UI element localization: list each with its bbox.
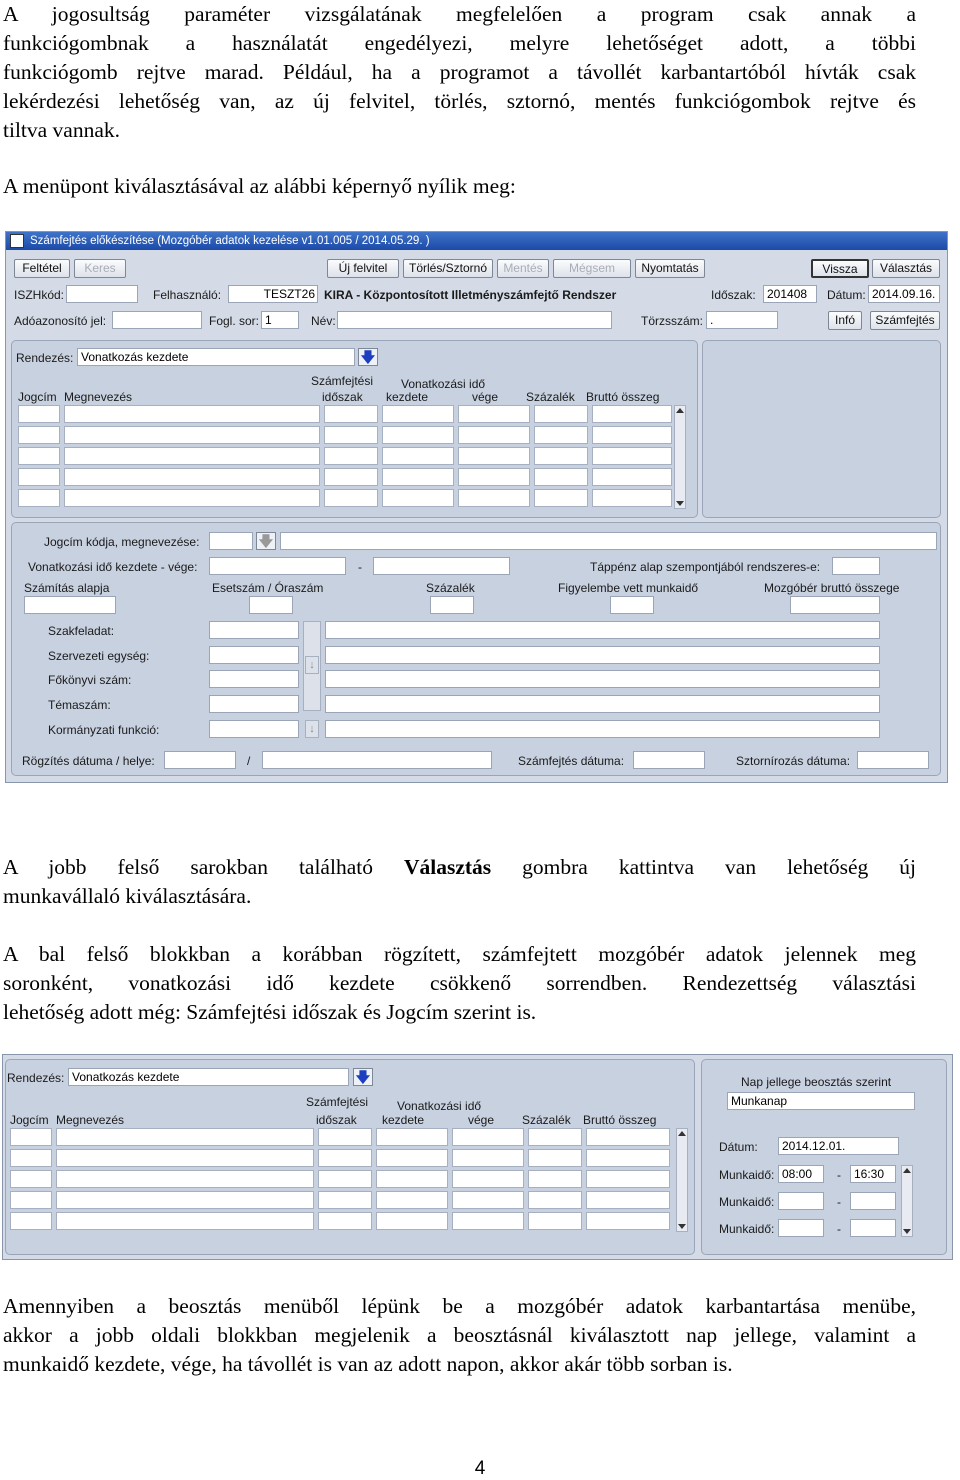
table-cell[interactable] [56, 1149, 314, 1167]
text-line: A menüpont kiválasztásával az alábbi képernyő nyílik meg: [3, 174, 516, 198]
table-cell[interactable] [10, 1212, 52, 1230]
munkaido-label: Figyelembe vett munkaidő [558, 581, 699, 595]
fokonyvi-desc-field[interactable] [325, 670, 880, 688]
table-cell[interactable] [382, 426, 454, 444]
rogzites-label: Rögzítés dátuma / helye: [22, 754, 155, 768]
vissza-button[interactable]: Vissza [811, 259, 869, 278]
dash-text: - [837, 1168, 841, 1182]
text-line: A bal felső blokkban a korábban rögzített, számfejtett mozgóbér adatok jelennek meg [3, 942, 916, 966]
szazalek-field[interactable] [430, 596, 474, 614]
table-cell[interactable] [592, 426, 672, 444]
esetszam-field[interactable] [249, 596, 293, 614]
szakfeladat-label: Szakfeladat: [48, 624, 115, 638]
szamfejtes-datum-field[interactable] [633, 751, 705, 769]
fokonyvi-szam-label: Főkönyvi szám: [48, 673, 132, 687]
kormanyzati-funkcio-field[interactable] [209, 720, 299, 738]
table-cell[interactable] [534, 447, 588, 465]
table-cell[interactable] [452, 1128, 524, 1146]
munkaido-start-field[interactable] [778, 1219, 824, 1237]
table-cell[interactable] [592, 468, 672, 486]
table-cell[interactable] [324, 426, 378, 444]
szazalek-label: Százalék [426, 581, 475, 595]
table-cell[interactable] [64, 489, 320, 507]
dash-text: - [837, 1222, 841, 1236]
app-window-screenshot [5, 231, 948, 783]
table-cell[interactable] [56, 1170, 314, 1188]
jogcim-kod-field[interactable] [209, 532, 253, 550]
dash-text: - [358, 560, 362, 574]
rendezes-dropdown-icon[interactable]: 🡇 [358, 348, 378, 366]
vonatkozasi-vege-field[interactable] [373, 557, 510, 575]
vonatkozasi-kezdete-field[interactable] [209, 557, 346, 575]
list-scrollbar[interactable] [676, 1128, 688, 1232]
paragraph-beosztas [3, 1292, 916, 1379]
table-cell[interactable] [64, 405, 320, 423]
scroll-down-icon[interactable] [678, 1224, 686, 1229]
table-cell[interactable] [64, 426, 320, 444]
szamfejtes-datum-label: Számfejtés dátuma: [518, 754, 625, 768]
rogzites-datum-field[interactable] [164, 751, 236, 769]
text-line: A jogosultság paraméter vizsgálatának megfelelően a program csak annak a [3, 2, 916, 26]
table-cell[interactable] [56, 1191, 314, 1209]
table-cell[interactable] [318, 1149, 372, 1167]
table-cell[interactable] [586, 1128, 670, 1146]
system-name: KIRA - Központosított Illetményszámfejtő Rendszer [324, 288, 617, 302]
col-idoszak: időszak [322, 390, 363, 404]
table-cell[interactable] [586, 1170, 670, 1188]
text-line: akkor a jobb oldali blokkban megjelenik a beosztásnál kiválasztott nap jellege, valamint a [3, 1323, 916, 1347]
table-cell[interactable] [528, 1128, 582, 1146]
text-line: Amennyiben a beosztás menüből lépünk be a mozgóbér adatok karbantartása menübe, [3, 1294, 916, 1318]
esetszam-label: Esetszám / Óraszám [212, 581, 324, 595]
table-cell[interactable] [458, 489, 530, 507]
text-run: A jobb felső sarokban található [3, 855, 404, 879]
rendezes-select[interactable]: Vonatkozás kezdete [77, 348, 355, 366]
table-cell[interactable] [452, 1212, 524, 1230]
dash-text: - [837, 1195, 841, 1209]
szervezeti-egyseg-field[interactable] [209, 646, 299, 664]
fogl-sor-field[interactable]: 1 [261, 311, 299, 329]
munkaido-end-field[interactable] [850, 1219, 896, 1237]
table-cell[interactable] [64, 447, 320, 465]
table-cell[interactable] [18, 447, 60, 465]
kormanyzati-desc-field[interactable] [325, 720, 880, 738]
table-cell[interactable] [324, 468, 378, 486]
table-cell[interactable] [382, 447, 454, 465]
szakfeladat-field[interactable] [209, 621, 299, 639]
col-vege: vége [468, 1113, 495, 1127]
table-cell[interactable] [382, 468, 454, 486]
window-title-bar [6, 232, 947, 250]
rendezes-select[interactable]: Vonatkozás kezdete [68, 1068, 349, 1086]
table-cell[interactable] [592, 405, 672, 423]
datum-label: Dátum: [719, 1140, 758, 1154]
text-line: funkciógomb rejtve marad. Például, ha a programot a távollét karbantartóból hívták csak [3, 60, 916, 84]
temaszam-desc-field[interactable] [325, 695, 880, 713]
col-szazalek: Százalék [522, 1113, 571, 1127]
table-cell[interactable] [18, 426, 60, 444]
text-line: tiltva vannak. [3, 118, 121, 142]
table-cell[interactable] [56, 1128, 314, 1146]
jogcim-kod-label: Jogcím kódja, megnevezése: [44, 535, 200, 549]
szervezeti-egyseg-label: Szervezeti egység: [48, 649, 150, 663]
torzsszam-label: Törzsszám: [641, 314, 704, 328]
table-cell[interactable] [64, 468, 320, 486]
text-line: funkciógombnak a használatát engedélyezi, melyre lehetőséget adott, a többi [3, 31, 916, 55]
valasztas-bold-text: Választás [403, 855, 492, 879]
col-megnevezes: Megnevezés [56, 1113, 125, 1127]
paragraph-permissions [3, 0, 916, 145]
table-cell[interactable] [528, 1149, 582, 1167]
paragraph-list-block [3, 940, 916, 1027]
nev-field[interactable] [337, 311, 612, 329]
iszh-label: ISZHkód: [14, 288, 65, 302]
table-cell[interactable] [452, 1170, 524, 1188]
info-button[interactable]: Infó [828, 311, 862, 330]
tappenz-select[interactable] [832, 557, 880, 575]
jogcim-dropdown-icon[interactable]: 🡇 [256, 532, 276, 550]
col-szazalek: Százalék [526, 390, 575, 404]
table-cell[interactable] [592, 489, 672, 507]
jogcim-megnevezes-field[interactable] [280, 532, 937, 550]
table-cell[interactable] [376, 1170, 448, 1188]
adoazonosito-label: Adóazonosító jel: [14, 314, 107, 328]
fokonyvi-dropdown-icon[interactable]: ↓ [305, 656, 319, 674]
table-cell[interactable] [534, 405, 588, 423]
adoazonosito-field[interactable] [112, 311, 202, 329]
table-cell[interactable] [586, 1212, 670, 1230]
kormanyzati-dropdown-icon[interactable]: ↓ [305, 720, 319, 738]
munkaido-label: Munkaidő: [719, 1195, 775, 1209]
table-cell[interactable] [10, 1170, 52, 1188]
table-cell[interactable] [18, 405, 60, 423]
table-cell[interactable] [18, 468, 60, 486]
col-vege: vége [472, 390, 499, 404]
table-cell[interactable] [324, 405, 378, 423]
window-title: Számfejtés előkészítése (Mozgóbér adatok kezelése v1.01.005 / 2014.05.29. ) [30, 235, 430, 247]
fokonyvi-szam-field[interactable] [209, 670, 299, 688]
rendezes-label: Rendezés: [7, 1071, 65, 1085]
paragraph-menu-intro [3, 172, 916, 201]
rendezes-label: Rendezés: [16, 351, 74, 365]
temaszam-field[interactable] [209, 695, 299, 713]
col-idoszak: időszak [316, 1113, 357, 1127]
table-cell[interactable] [382, 405, 454, 423]
table-cell[interactable] [324, 447, 378, 465]
col-brutto: Bruttó összeg [583, 1113, 657, 1127]
table-cell[interactable] [534, 489, 588, 507]
col-kezdete: kezdete [386, 390, 429, 404]
szamitas-alapja-label: Számítás alapja [24, 581, 110, 595]
munkaido-start-field[interactable] [778, 1192, 824, 1210]
col-jogcim: Jogcím [10, 1113, 49, 1127]
col-brutto: Bruttó összeg [586, 390, 660, 404]
munkaido-label: Munkaidő: [719, 1222, 775, 1236]
table-cell[interactable] [458, 468, 530, 486]
table-cell[interactable] [458, 447, 530, 465]
scroll-up-icon[interactable] [903, 1168, 911, 1173]
keres-button[interactable]: Keres [74, 259, 126, 278]
table-cell[interactable] [458, 426, 530, 444]
text-line: lekérdezési lehetőség van, az új felvitel, törlés, sztornó, mentés funkciógombok rejtve és [3, 89, 916, 113]
table-cell[interactable] [18, 489, 60, 507]
table-cell[interactable] [592, 447, 672, 465]
uj-felvitel-button[interactable]: Új felvitel [327, 259, 399, 278]
tappenz-label: Táppénz alap szempontjából rendszeres-e: [590, 560, 821, 574]
col-szamfejtesi: Számfejtési [306, 1095, 369, 1109]
text-line: soronként, vonatkozási idő kezdete csökkenő sorrendben. Rendezettség választási [3, 971, 916, 995]
text-line: lehetőség adott még: Számfejtési időszak és Jogcím szerint is. [3, 1000, 537, 1024]
scroll-up-icon[interactable] [676, 408, 684, 413]
szakfeladat-desc-field[interactable] [325, 621, 880, 639]
munkaido-label: Munkaidő: [719, 1168, 775, 1182]
munkaido-scrollbar[interactable] [901, 1165, 913, 1237]
col-jogcim: Jogcím [18, 390, 57, 404]
megsem-button[interactable]: Mégsem [553, 259, 631, 278]
idoszak-field[interactable]: 201408 [763, 285, 817, 303]
rendezes-dropdown-icon[interactable]: 🡇 [353, 1068, 373, 1086]
scroll-down-icon[interactable] [903, 1229, 911, 1234]
scroll-down-icon[interactable] [676, 501, 684, 506]
page-number: 4 [474, 1458, 486, 1479]
sztornozas-label: Sztornírozás dátuma: [736, 754, 851, 768]
nev-label: Név: [311, 314, 336, 328]
col-szamfejtesi: Számfejtési [311, 374, 374, 388]
table-cell[interactable] [376, 1212, 448, 1230]
app-icon [10, 234, 24, 248]
table-cell[interactable] [56, 1212, 314, 1230]
col-vonatkozasi: Vonatkozási idő [401, 377, 486, 391]
right-empty-panel [702, 340, 941, 518]
rogzites-hely-field[interactable] [262, 751, 492, 769]
table-cell[interactable] [586, 1191, 670, 1209]
table-cell[interactable] [382, 489, 454, 507]
table-cell[interactable] [528, 1191, 582, 1209]
table-cell[interactable] [10, 1128, 52, 1146]
munkaido-end-field[interactable] [850, 1192, 896, 1210]
table-cell[interactable] [452, 1191, 524, 1209]
valasztas-button[interactable]: Választás [872, 259, 940, 278]
torzsszam-field[interactable]: . [706, 311, 778, 329]
sztornozas-datum-field[interactable] [857, 751, 929, 769]
table-cell[interactable] [534, 426, 588, 444]
table-cell[interactable] [10, 1191, 52, 1209]
list-scrollbar[interactable] [674, 405, 686, 509]
felhasznalo-label: Felhasználó: [153, 288, 222, 302]
nyomtatas-button[interactable]: Nyomtatás [635, 259, 705, 278]
datum-field: 2014.12.01. [778, 1137, 899, 1155]
table-cell[interactable] [318, 1191, 372, 1209]
col-megnevezes: Megnevezés [64, 390, 133, 404]
table-cell[interactable] [10, 1149, 52, 1167]
text-line: munkavállaló kiválasztására. [3, 884, 252, 908]
fogl-sor-label: Fogl. sor: [209, 314, 260, 328]
mozgober-brutto-field[interactable] [790, 596, 880, 614]
paragraph-valasztas [3, 853, 916, 911]
felhasznalo-field[interactable]: TESZT26 [228, 285, 318, 303]
table-cell[interactable] [376, 1128, 448, 1146]
table-cell[interactable] [586, 1149, 670, 1167]
table-cell[interactable] [318, 1170, 372, 1188]
scroll-up-icon[interactable] [678, 1131, 686, 1136]
mozgober-brutto-label: Mozgóbér bruttó összege [764, 581, 900, 595]
munkaido-field[interactable] [610, 596, 654, 614]
nap-jellege-field: Munkanap [727, 1092, 915, 1110]
szervezeti-desc-field[interactable] [325, 646, 880, 664]
datum-label: Dátum: [827, 288, 866, 302]
szamitas-alapja-field[interactable] [24, 596, 116, 614]
munkaido-end-field[interactable]: 16:30 [850, 1165, 896, 1183]
datum-field[interactable]: 2014.09.16. [868, 285, 940, 303]
mentes-button[interactable]: Mentés [497, 259, 549, 278]
slash-text: / [247, 754, 251, 768]
vonatkozasi-ido-label: Vonatkozási idő kezdete - vége: [28, 560, 198, 574]
table-cell[interactable] [528, 1212, 582, 1230]
iszh-field[interactable] [66, 285, 138, 303]
col-vonatkozasi: Vonatkozási idő [397, 1099, 482, 1113]
text-line: munkaidő kezdete, vége, ha távollét is van az adott napon, akkor akár több sorban is. [3, 1352, 733, 1376]
szamfejtes-button[interactable]: Számfejtés [870, 311, 940, 330]
munkaido-start-field[interactable]: 08:00 [778, 1165, 824, 1183]
text-run: gombra kattintva van lehetőség új [491, 855, 916, 879]
table-cell[interactable] [452, 1149, 524, 1167]
nap-jellege-label: Nap jellege beosztás szerint [741, 1075, 892, 1089]
temaszam-label: Témaszám: [48, 698, 111, 712]
table-cell[interactable] [318, 1128, 372, 1146]
idoszak-label: Időszak: [711, 288, 756, 302]
table-cell[interactable] [458, 405, 530, 423]
table-cell[interactable] [376, 1191, 448, 1209]
table-cell[interactable] [324, 489, 378, 507]
torles-sztorno-button[interactable]: Törlés/Sztornó [403, 259, 493, 278]
table-cell[interactable] [534, 468, 588, 486]
table-cell[interactable] [528, 1170, 582, 1188]
table-cell[interactable] [376, 1149, 448, 1167]
kormanyzati-funkcio-label: Kormányzati funkció: [48, 723, 160, 737]
col-kezdete: kezdete [382, 1113, 425, 1127]
app-window-screenshot-2 [2, 1054, 953, 1260]
table-cell[interactable] [318, 1212, 372, 1230]
text-line [3, 853, 916, 882]
feltetel-button[interactable]: Feltétel [14, 259, 70, 278]
